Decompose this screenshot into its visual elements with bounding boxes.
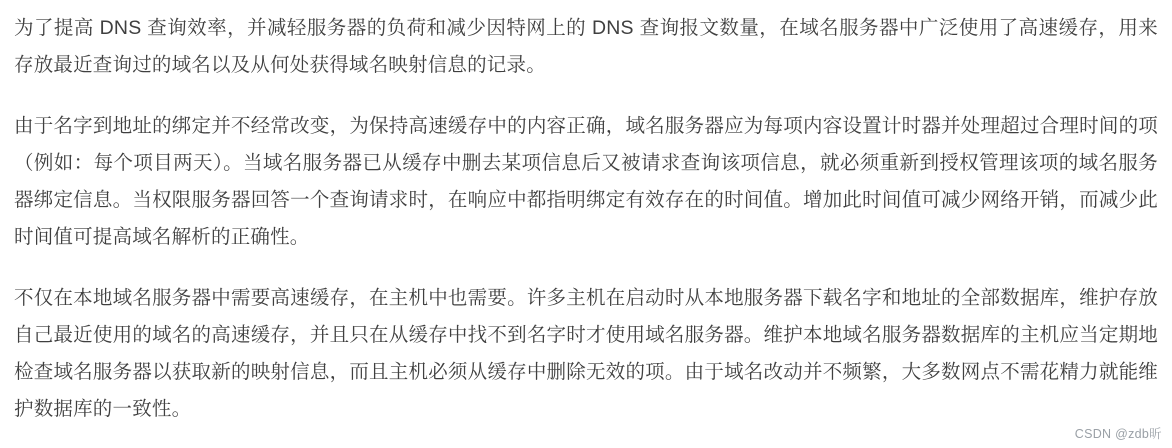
paragraph-1: 为了提高 DNS 查询效率，并减轻服务器的负荷和减少因特网上的 DNS 查询报文数量，在域名服务器中广泛使用了高速缓存，用来存放最近查询过的域名以及从何处获得域名映射信息的记录。 — [14, 17, 1158, 76]
watermark-label: CSDN @zdb昕 — [1074, 427, 1162, 441]
paragraph-3: 不仅在本地域名服务器中需要高速缓存，在主机中也需要。许多主机在启动时从本地服务器下载名字和地址的全部数据库，维护存放自己最近使用的域名的高速缓存，并且只在从缓存中找不到名字时才使用域名服务器。维护本地域名服务器数据库的主机应当定期地检查域名服务器以获取新的映射信息，而且主机必须从缓存中删除无效的项。由于域名改动并不频繁，大多数网点不需花精力就能维护数据库的一致性。 — [14, 287, 1158, 420]
paragraph-2: 由于名字到地址的绑定并不经常改变，为保持高速缓存中的内容正确，域名服务器应为每项内容设置计时器并处理超过合理时间的项（例如：每个项目两天）。当域名服务器已从缓存中删去某项信息后又被请求查询该项信息，就必须重新到授权管理该项的域名服务器绑定信息。当权限服务器回答一个查询请求时，在响应中都指明绑定有效存在的时间值。增加此时间值可减少网络开销，而减少此时间值可提高域名解析的正确性。 — [14, 115, 1158, 248]
